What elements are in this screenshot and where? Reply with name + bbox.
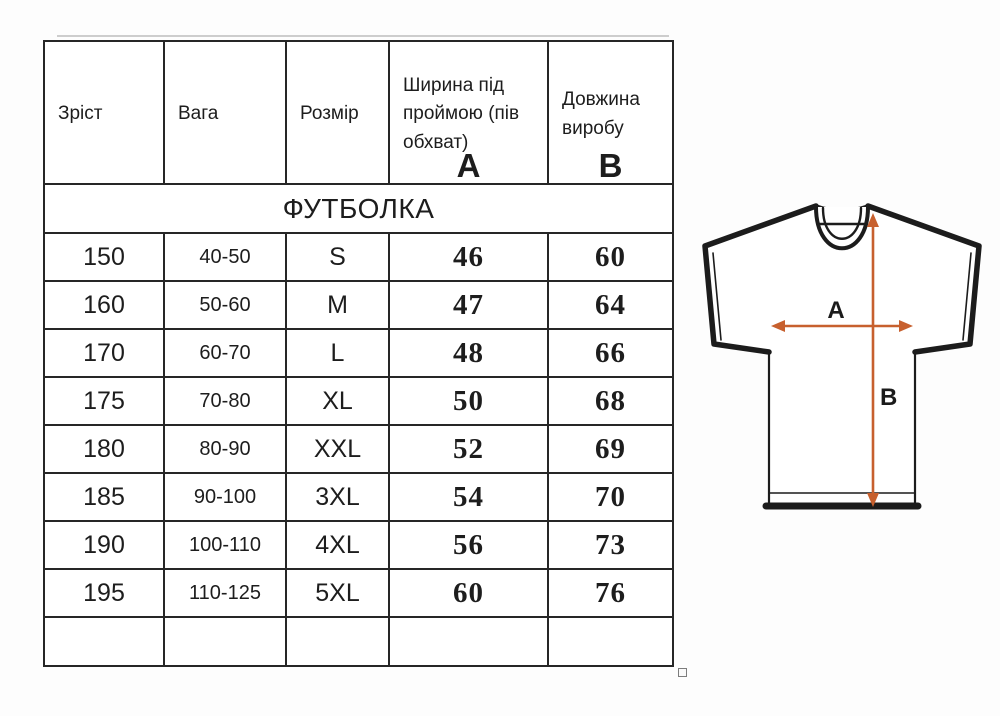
empty-cell — [44, 617, 164, 666]
cell-size: XL — [286, 377, 389, 425]
tshirt-diagram — [692, 186, 992, 526]
empty-row — [44, 617, 673, 666]
cell-size: 5XL — [286, 569, 389, 617]
cell-size: 3XL — [286, 473, 389, 521]
table-header-row — [44, 41, 673, 184]
table-row — [44, 473, 673, 521]
cell-width-a: 46 — [389, 233, 548, 281]
size-table — [43, 40, 674, 667]
cell-height: 190 — [44, 521, 164, 569]
table-row — [44, 281, 673, 329]
cell-weight: 100-110 — [164, 521, 286, 569]
cell-height: 180 — [44, 425, 164, 473]
arrow-b-label: B — [880, 384, 898, 411]
header-weight — [164, 41, 286, 184]
cell-length-b: 60 — [548, 233, 673, 281]
cell-length-b: 70 — [548, 473, 673, 521]
cell-length-b: 66 — [548, 329, 673, 377]
cell-size: XXL — [286, 425, 389, 473]
table-row — [44, 521, 673, 569]
cell-width-a: 52 — [389, 425, 548, 473]
cell-height: 175 — [44, 377, 164, 425]
table-row — [44, 569, 673, 617]
table-row — [44, 329, 673, 377]
cell-size: M — [286, 281, 389, 329]
empty-cell — [548, 617, 673, 666]
cell-size: 4XL — [286, 521, 389, 569]
cell-width-a: 54 — [389, 473, 548, 521]
cell-size: L — [286, 329, 389, 377]
cell-weight: 60-70 — [164, 329, 286, 377]
header-width-a — [389, 41, 548, 184]
tshirt-body-fill — [705, 206, 979, 504]
cell-width-a: 56 — [389, 521, 548, 569]
arrow-a-label: A — [827, 297, 845, 324]
cell-weight: 110-125 — [164, 569, 286, 617]
header-letter-a: A — [456, 147, 481, 184]
table-row — [44, 233, 673, 281]
cell-size: S — [286, 233, 389, 281]
table-row — [44, 425, 673, 473]
cell-width-a: 60 — [389, 569, 548, 617]
empty-cell — [164, 617, 286, 666]
header-height-label: Зріст — [58, 103, 103, 125]
cell-width-a: 48 — [389, 329, 548, 377]
cell-width-a: 47 — [389, 281, 548, 329]
cell-weight: 90-100 — [164, 473, 286, 521]
table-row — [44, 377, 673, 425]
header-letter-b: B — [598, 147, 623, 184]
header-length-label: Довжина виробу — [562, 89, 640, 139]
header-weight-label: Вага — [178, 103, 219, 125]
section-title: ФУТБОЛКА — [44, 184, 673, 233]
empty-cell — [389, 617, 548, 666]
cell-height: 160 — [44, 281, 164, 329]
header-size — [286, 41, 389, 184]
section-row — [44, 184, 673, 233]
cell-length-b: 73 — [548, 521, 673, 569]
header-width-label: Ширина під проймою (пів обхват) — [403, 74, 520, 153]
cell-length-b: 76 — [548, 569, 673, 617]
cell-length-b: 64 — [548, 281, 673, 329]
empty-cell — [286, 617, 389, 666]
tshirt-outline — [705, 206, 979, 506]
cell-height: 150 — [44, 233, 164, 281]
cell-length-b: 68 — [548, 377, 673, 425]
cell-height: 185 — [44, 473, 164, 521]
cell-weight: 40-50 — [164, 233, 286, 281]
header-height — [44, 41, 164, 184]
cell-height: 195 — [44, 569, 164, 617]
header-length-b — [548, 41, 673, 184]
cell-width-a: 50 — [389, 377, 548, 425]
cell-weight: 70-80 — [164, 377, 286, 425]
cell-length-b: 69 — [548, 425, 673, 473]
table-resize-handle[interactable] — [678, 668, 687, 677]
cell-weight: 80-90 — [164, 425, 286, 473]
cell-weight: 50-60 — [164, 281, 286, 329]
table-top-shadow-line — [57, 35, 669, 37]
header-size-label: Розмір — [300, 103, 359, 125]
cell-height: 170 — [44, 329, 164, 377]
